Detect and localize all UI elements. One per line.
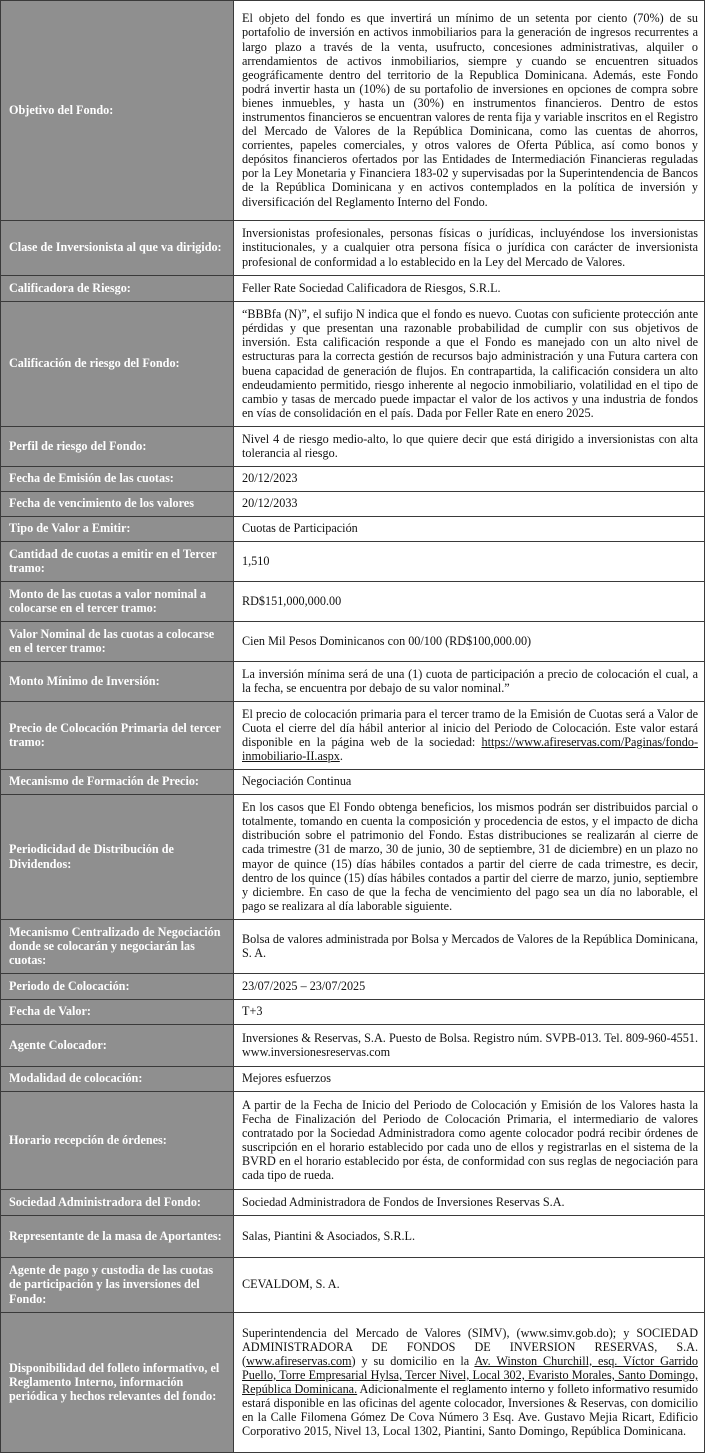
row-label: Fecha de vencimiento de los valores (1, 492, 234, 517)
row-value: Nivel 4 de riesgo medio-alto, lo que quiere decir que está dirigido a inversionistas con alta tolerancia al riesgo. (234, 427, 705, 467)
table-row (1, 427, 705, 467)
availability-text: Superintendencia del Mercado de Valores (SIMV), (www.simv.gob.do); y SOCIEDAD ADMINISTRADORA DE FONDOS DE INVERSION RESERVAS, S.A. ( (242, 1325, 698, 1368)
row-value: Cuotas de Participación (234, 517, 705, 542)
row-label: Monto Mínimo de Inversión: (1, 662, 234, 702)
table-row (1, 662, 705, 702)
row-value: 1,510 (234, 542, 705, 582)
table-row (1, 276, 705, 302)
row-value (234, 1313, 705, 1453)
table-row (1, 1258, 705, 1313)
row-label: Representante de la masa de Aportantes: (1, 1216, 234, 1258)
row-label: Perfil de riesgo del Fondo: (1, 427, 234, 467)
row-label: Disponibilidad del folleto informativo, el Reglamento Interno, información periódica y hechos relevantes del fondo: (1, 1313, 234, 1453)
table-row (1, 622, 705, 662)
row-value: Inversionistas profesionales, personas físicas o jurídicas, incluyéndose los inversionistas institucionales, y a cualquier otra persona física o jurídica con carácter de inversionista profesional de conformidad a lo establecido en la Ley del Mercado de Valores. (234, 221, 705, 276)
table-row (1, 920, 705, 974)
row-value: Negociación Continua (234, 770, 705, 795)
row-value: Salas, Piantini & Asociados, S.R.L. (234, 1216, 705, 1258)
price-text-end: . (339, 749, 343, 764)
table-row (1, 582, 705, 622)
table-row (1, 221, 705, 276)
address-link[interactable]: Av. Winston Churchill, esq. Víctor Garrido Puello, Torre Empresarial Hylsa, Tercer Nivel, Local 302, Evaristo Morales, Santo Domingo, República Dominicana. (242, 1353, 698, 1396)
row-value: La inversión mínima será de una (1) cuota de participación a precio de colocación el cual, a la fecha, se encuentra por debajo de su valor nominal.” (234, 662, 705, 702)
row-label: Sociedad Administradora del Fondo: (1, 1190, 234, 1216)
row-label: Fecha de Emisión de las cuotas: (1, 467, 234, 492)
row-value (234, 702, 705, 770)
row-value: RD$151,000,000.00 (234, 582, 705, 622)
table-row (1, 517, 705, 542)
table-row (1, 702, 705, 770)
row-label: Calificadora de Riesgo: (1, 276, 234, 302)
table-row (1, 1092, 705, 1190)
table-row (1, 542, 705, 582)
row-label: Agente de pago y custodia de las cuotas de participación y las inversiones del Fondo: (1, 1258, 234, 1313)
row-value: T+3 (234, 1000, 705, 1025)
row-label: Mecanismo Centralizado de Negociación donde se colocarán y negociarán las cuotas: (1, 920, 234, 974)
row-label: Precio de Colocación Primaria del tercer tramo: (1, 702, 234, 770)
row-value: Inversiones & Reservas, S.A. Puesto de Bolsa. Registro núm. SVPB-013. Tel. 809-960-4551. www.inversionesreservas.com (234, 1025, 705, 1067)
row-label: Periodicidad de Distribución de Dividendos: (1, 795, 234, 920)
row-label: Agente Colocador: (1, 1025, 234, 1067)
row-label: Clase de Inversionista al que va dirigido: (1, 221, 234, 276)
row-label: Modalidad de colocación: (1, 1067, 234, 1092)
row-value: El objeto del fondo es que invertirá un mínimo de un setenta por ciento (70%) de su portafolio de inversión en activos inmobiliarios para la generación de ingresos recurrentes a largo plazo a través de la venta, usufructo, concesiones administrativas, alquiler o arrendamientos de activos inmobiliarios, siempre y cuando se encuentren situados geográficamente dentro del territorio de la Republica Dominicana. Además, este Fondo podrá invertir hasta un (10%) de su portafolio de inversiones en opciones de compra sobre bienes inmuebles, y hasta un (30%) en instrumentos financieros. Dentro de estos instrumentos financieros se encuentran valores de renta fija y variable inscritos en el Registro del Mercado de Valores de la República Dominicana, como las cuentas de ahorros, corrientes, papeles comerciales, y otros valores de Oferta Pública, así como bonos y depósitos financieros ofertados por las Entidades de Intermediación Financieras reguladas por la Ley Monetaria y Financiera 183-02 y supervisadas por la Superintendencia de Bancos de la República Dominicana y en activos contemplados en la política de inversión y diversificación del Reglamento Interno del Fondo. (234, 1, 705, 221)
table-row (1, 974, 705, 1000)
table-row (1, 467, 705, 492)
row-label: Calificación de riesgo del Fondo: (1, 302, 234, 427)
row-label: Cantidad de cuotas a emitir en el Tercer tramo: (1, 542, 234, 582)
row-value: Cien Mil Pesos Dominicanos con 00/100 (RD$100,000.00) (234, 622, 705, 662)
table-row (1, 1067, 705, 1092)
row-value: Sociedad Administradora de Fondos de Inversiones Reservas S.A. (234, 1190, 705, 1216)
row-value: En los casos que El Fondo obtenga beneficios, los mismos podrán ser distribuidos parcial o totalmente, tomando en cuenta la composición y procedencia de estos, y el impacto de dicha distribución sobre el patrimonio del Fondo. Estas distribuciones se realizarán al cierre de cada trimestre (31 de marzo, 30 de junio, 30 de septiembre, 31 de diciembre) en un plazo no mayor de quince (15) días hábiles contados a partir del cierre de cada trimestre, es decir, dentro de los quince (15) días hábiles contados a partir del cierre de marzo, junio, septiembre y diciembre. En caso de que la fecha de vencimiento del pago sea un día no laborable, el pago se realizara al día laborable siguiente. (234, 795, 705, 920)
row-label: Horario recepción de órdenes: (1, 1092, 234, 1190)
row-value: 23/07/2025 – 23/07/2025 (234, 974, 705, 1000)
table-row (1, 1313, 705, 1453)
availability-text-2: ) y su domicilio en la (351, 1353, 475, 1368)
row-value: CEVALDOM, S. A. (234, 1258, 705, 1313)
row-value: Bolsa de valores administrada por Bolsa y Mercados de Valores de la República Dominicana, S. A. (234, 920, 705, 974)
row-value: Feller Rate Sociedad Calificadora de Riesgos, S.R.L. (234, 276, 705, 302)
row-label: Tipo de Valor a Emitir: (1, 517, 234, 542)
availability-text-3: Adicionalmente el reglamento interno y folleto informativo resumido estará disponible en las oficinas del agente colocador, Inversiones & Reservas, con domicilio en la Calle Filomena Gómez De Cova Número 3 Esq. Ave. Gustavo Mejia Ricart, Edificio Corporativo 2015, Nivel 13, Local 1302, Piantini, Santo Domingo, República Dominicana. (242, 1382, 698, 1439)
row-label: Objetivo del Fondo: (1, 1, 234, 221)
row-value: Mejores esfuerzos (234, 1067, 705, 1092)
table-row (1, 1190, 705, 1216)
table-row (1, 302, 705, 427)
row-label: Mecanismo de Formación de Precio: (1, 770, 234, 795)
row-value: A partir de la Fecha de Inicio del Periodo de Colocación y Emisión de los Valores hasta la Fecha de Finalización del Periodo de Colocación Primaria, el intermediario de valores contratado por la Sociedad Administradora como agente colocador podrá recibir órdenes de suscripción en el horario establecido por cada uno de ellos y registrarlas en el sistema de la BVRD en el horario establecido por ésta, de conformidad con sus reglas de negociación para cada tipo de rueda. (234, 1092, 705, 1190)
table-row (1, 1025, 705, 1067)
fund-page-link[interactable]: https://www.afireservas.com/Paginas/fondo-inmobiliario-II.aspx (242, 735, 699, 764)
table-row (1, 1216, 705, 1258)
row-label: Periodo de Colocación: (1, 974, 234, 1000)
row-value: 20/12/2033 (234, 492, 705, 517)
price-text: El precio de colocación primaria para el tercer tramo de la Emisión de Cuotas será a Valor de Cuota el cierre del día hábil anterior al inicio del Periodo de Colocación. Este valor estará disponible en la página web de la sociedad: (242, 706, 698, 749)
table-row (1, 1000, 705, 1025)
row-value: 20/12/2023 (234, 467, 705, 492)
afireservas-link[interactable]: www.afireservas.com (246, 1353, 352, 1368)
row-label: Valor Nominal de las cuotas a colocarse en el tercer tramo: (1, 622, 234, 662)
table-row (1, 770, 705, 795)
table-row (1, 795, 705, 920)
row-label: Monto de las cuotas a valor nominal a colocarse en el tercer tramo: (1, 582, 234, 622)
table-row (1, 1, 705, 221)
row-value: “BBBfa (N)”, el sufijo N indica que el fondo es nuevo. Cuotas con suficiente protección ante pérdidas y que presentan una razonable probabilidad de cumplir con sus objetivos de inversión. Esta calificación responde a que el Fondo es manejado con un alto nivel de estructuras para la correcta gestión de recursos bajo administración y una Futura cartera con buena capacidad de generación de flujos. En contrapartida, la calificación considera un alto endeudamiento permitido, riesgo inherente al negocio inmobiliario, volatilidad en el tipo de cambio y tasas de mercado puede impactar el valor de los activos y una industria de fondos en vías de consolidación en el país. Dada por Feller Rate en enero 2025. (234, 302, 705, 427)
table-row (1, 492, 705, 517)
row-label: Fecha de Valor: (1, 1000, 234, 1025)
